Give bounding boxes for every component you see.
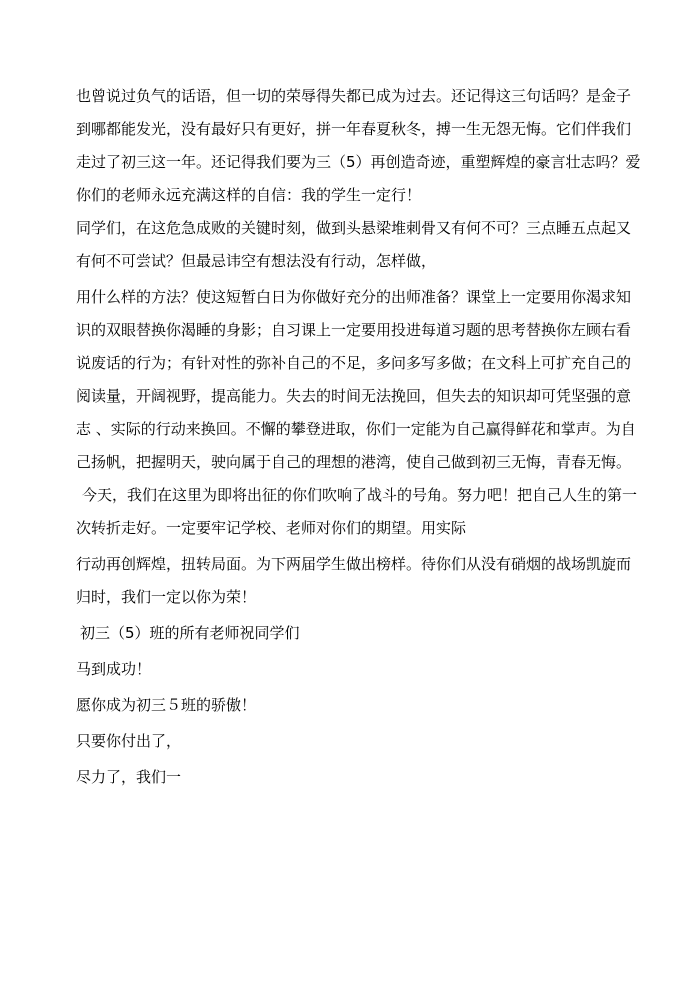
text-line-9: 说废话的行为；有针对性的弥补自己的不足，多问多写多做；在文科上可扩充自己的 <box>76 354 632 372</box>
text-line-16: 归时，我们一定以你为荣！ <box>76 588 257 606</box>
text-line-11: 志 、实际的行动来换回。不懈的攀登进取，你们一定能为自己赢得鲜花和掌声。为自 <box>76 420 636 438</box>
text-line-6: 有何不可尝试？但最忌讳空有想法没有行动，怎样做， <box>76 252 437 270</box>
text-line-8: 识的双眼替换你渴睡的身影；自习课上一定要用投进每道习题的思考替换你左顾右看 <box>76 321 632 339</box>
text-line-21: 尽力了，我们一 <box>76 768 182 786</box>
text-line-5: 同学们，在这危急成败的关键时刻，做到头悬梁堆刺骨又有何不可？三点睡五点起又 <box>76 219 632 237</box>
text-line-19: 愿你成为初三５班的骄傲！ <box>76 696 257 714</box>
text-line-1: 也曾说过负气的话语，但一切的荣辱得失都已成为过去。还记得这三句话吗？是金子 <box>76 87 632 105</box>
text-line-4: 你们的老师永远充满这样的自信：我的学生一定行！ <box>76 186 422 204</box>
text-line-14: 次转折走好。一定要牢记学校、老师对你们的期望。用实际 <box>76 519 467 537</box>
text-line-3: 走过了初三这一年。还记得我们要为三（5）再创造奇迹，重塑辉煌的豪言壮志吗？爱 <box>76 153 641 171</box>
text-line-18: 马到成功！ <box>76 660 152 678</box>
text-line-17: 初三（5）班的所有老师祝同学们 <box>80 624 300 642</box>
text-line-12: 己扬帆，把握明天，驶向属于自己的理想的港湾，使自己做到初三无悔，青春无悔。 <box>76 453 632 471</box>
text-line-2: 到哪都能发光，没有最好只有更好，拼一年春夏秋冬，搏一生无怨无悔。它们伴我们 <box>76 120 632 138</box>
text-line-10: 阅读量，开阔视野，提高能力。失去的时间无法挽回，但失去的知识却可凭坚强的意 <box>76 387 632 405</box>
text-line-15: 行动再创辉煌，扭转局面。为下两届学生做出榜样。待你们从没有硝烟的战场凯旋而 <box>76 555 632 573</box>
text-line-13: 今天，我们在这里为即将出征的你们吹响了战斗的号角。努力吧！把自己人生的第一 <box>82 486 638 504</box>
text-line-20: 只要你付出了， <box>76 732 182 750</box>
text-line-7: 用什么样的方法？使这短暂白日为你做好充分的出师准备？课堂上一定要用你渴求知 <box>76 288 632 306</box>
